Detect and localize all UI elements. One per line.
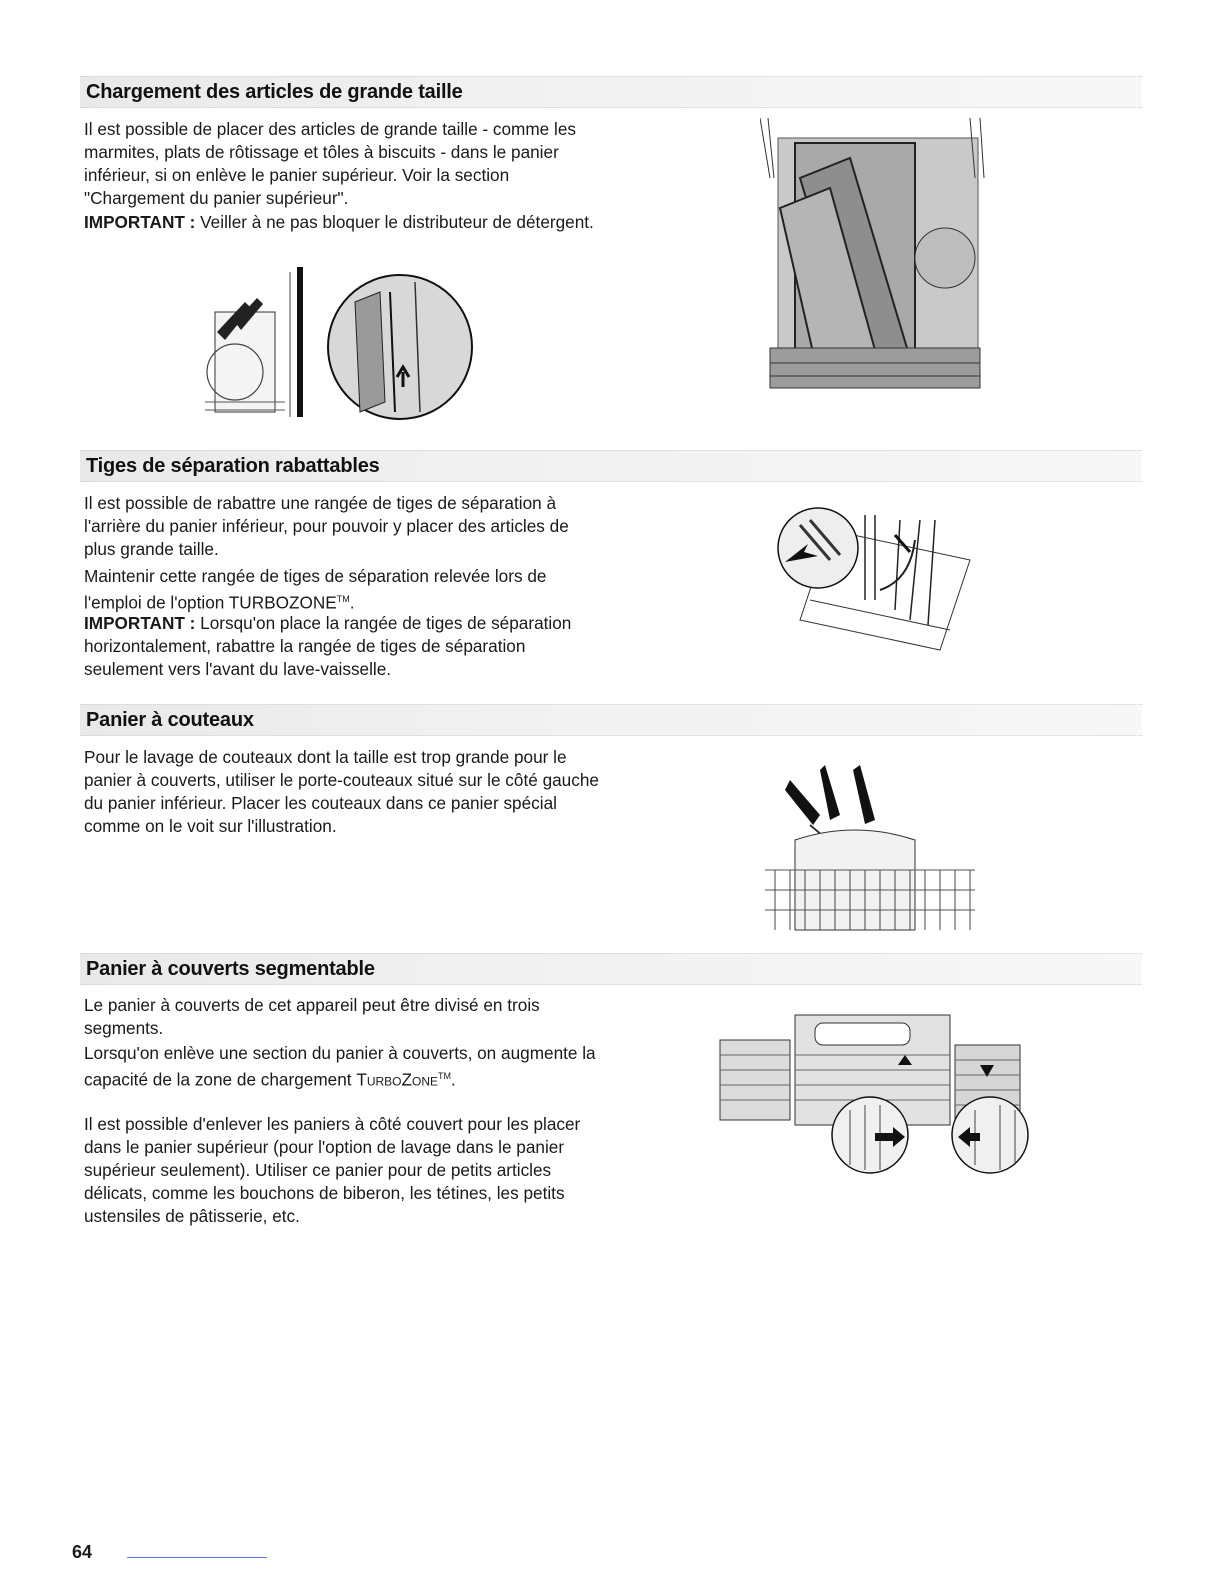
period: .	[349, 592, 355, 613]
paragraph: Le panier à couverts de cet appareil peut être divisé en trois segments.	[84, 995, 540, 1038]
important-note	[84, 211, 604, 234]
section-title: Tiges de séparation rabattables	[86, 455, 380, 477]
paragraph: Il est possible de placer des articles de grande taille - comme les marmites, plats de rôtissage et tôles à biscuits - dans le panier inférieur, si on enlève le panier supérieur. Voir la section "Chargement du panier supérieur".	[84, 119, 576, 208]
section-title: Panier à couverts segmentable	[86, 958, 375, 980]
dispenser-illustration	[205, 262, 475, 432]
section-title: Panier à couteaux	[86, 709, 254, 731]
trademark: TM	[438, 1071, 451, 1081]
paragraph	[84, 1042, 604, 1092]
important-label: IMPORTANT :	[84, 212, 196, 232]
section-header-fold-down-tines	[80, 450, 1142, 482]
important-text: Veiller à ne pas bloquer le distributeur de détergent.	[200, 212, 594, 232]
fold-down-tines-illustration	[770, 500, 980, 655]
paragraph-text: Lorsqu'on enlève une section du panier à couverts, on augmente la capacité de la zone de chargement	[84, 1043, 596, 1090]
turbozone-label: TurboZone	[356, 1069, 438, 1090]
paragraph: Il est possible de rabattre une rangée de tiges de séparation à l'arrière du panier inférieur, pour pouvoir y placer des articles de plus grande taille.	[84, 493, 569, 559]
footer-line	[127, 1557, 267, 1558]
paragraph-text: Maintenir cette rangée de tiges de séparation relevée lors de l'emploi de l'option TURBOZONE	[84, 566, 547, 613]
section-header-sectional-basket	[80, 953, 1142, 985]
section-header-large-items	[80, 76, 1142, 108]
section-header-knife-basket	[80, 704, 1142, 736]
section-title: Chargement des articles de grande taille	[86, 81, 463, 103]
important-label: IMPORTANT :	[84, 613, 196, 633]
trademark: TM	[336, 594, 350, 604]
paragraph: Pour le lavage de couteaux dont la taille est trop grande pour le panier à couverts, utiliser le porte-couteaux situé sur le côté gauche du panier inférieur. Placer les couteaux dans ce panier spécial comme on le voit sur l'illustration.	[84, 747, 599, 836]
large-items-rack-illustration	[760, 118, 990, 393]
paragraph: Il est possible d'enlever les paniers à côté couvert pour les placer dans le panier supérieur (pour l'option de lavage dans le panier supérieur seulement). Utiliser ce panier pour de petits articles délicats, comme les bouchons de biberon, les tétines, les petits ustensiles de pâtisserie, etc.	[84, 1114, 581, 1226]
page-number: 64	[72, 1542, 93, 1562]
silverware-basket-illustration	[715, 1005, 1040, 1180]
important-note	[84, 612, 604, 681]
important-text: Lorsqu'on place la rangée de tiges de séparation horizontalement, rabattre la rangée de tiges de séparation seulement vers l'avant du lave-vaisselle.	[84, 613, 572, 679]
paragraph	[84, 565, 604, 615]
knife-basket-illustration	[765, 760, 980, 935]
period: .	[451, 1069, 456, 1090]
